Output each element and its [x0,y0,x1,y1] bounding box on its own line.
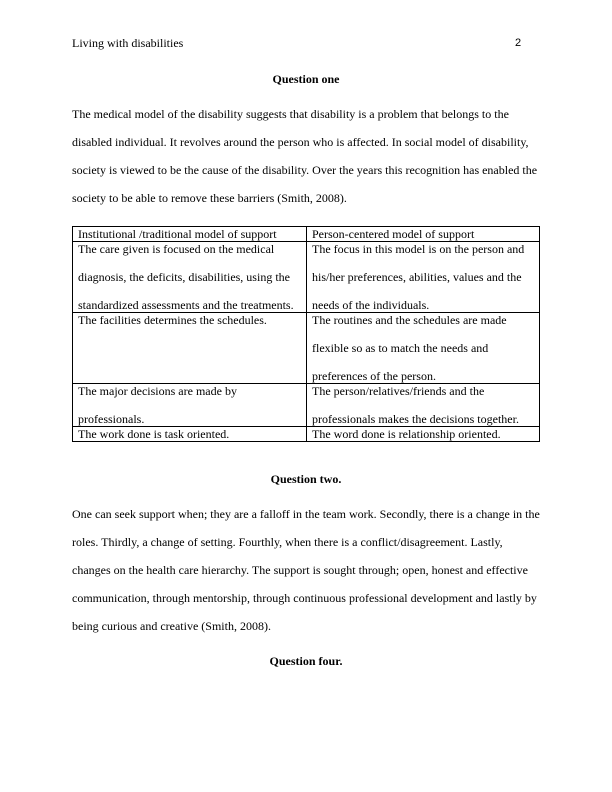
table-row [73,427,540,442]
cell-line: diagnosis, the deficits, disabilities, using the [78,270,290,284]
table-row [73,313,540,384]
cell-line: standardized assessments and the treatments. [78,298,294,312]
cell-line: professionals. [78,412,145,426]
cell-line: The major decisions are made by [78,384,237,398]
table-cell [307,313,540,384]
cell-line: The care given is focused on the medical [78,242,275,256]
cell-line: needs of the individuals. [312,298,430,312]
cell-line: The facilities determines the schedules. [78,313,267,327]
cell-line: preferences of the person. [312,369,436,383]
table-cell [307,427,540,442]
question-one-heading: Question one [272,72,340,86]
cell-line: his/her preferences, abilities, values and the [312,270,522,284]
table-row [73,384,540,427]
question-two-heading: Question two. [270,472,342,486]
table-cell [307,242,540,313]
question-two-paragraph: One can seek support when; they are a falloff in the team work. Secondly, there is a change in the roles. Thirdly, a change of setting. Fourthly, when there is a conflict/disagreement. Lastly, changes on the health care hierarchy. The support is sought through; open, honest and effective communication, through mentorship, through continuous professional development and lastly by being curious and creative (Smith, 2008). [72,507,540,633]
table-cell [73,427,307,442]
cell-line: The focus in this model is on the person and [312,242,525,256]
table-row [73,242,540,313]
question-one-paragraph: The medical model of the disability suggests that disability is a problem that belongs to the disabled individual. It revolves around the person who is affected. In social model of disability, society is viewed to be the cause of the disability. Over the years this recognition has enabled the society to be able to remove these barriers (Smith, 2008). [72,107,538,205]
table-header-row [73,227,540,242]
table-cell [307,384,540,427]
cell-line: The word done is relationship oriented. [312,427,501,441]
table-header-cell: Institutional /traditional model of support [73,227,307,242]
table-cell [73,242,307,313]
cell-line: The person/relatives/friends and the [312,384,485,398]
page-number: 2 [515,37,522,49]
cell-line: The work done is task oriented. [78,427,230,441]
table-cell [73,313,307,384]
question-four-heading: Question four. [269,654,343,668]
table-header-cell: Person-centered model of support [307,227,540,242]
support-model-table [72,226,540,442]
cell-line: professionals makes the decisions together. [312,412,519,426]
cell-line: The routines and the schedules are made [312,313,507,327]
cell-line: flexible so as to match the needs and [312,341,489,355]
table-cell [73,384,307,427]
running-header: Living with disabilities [72,36,184,50]
